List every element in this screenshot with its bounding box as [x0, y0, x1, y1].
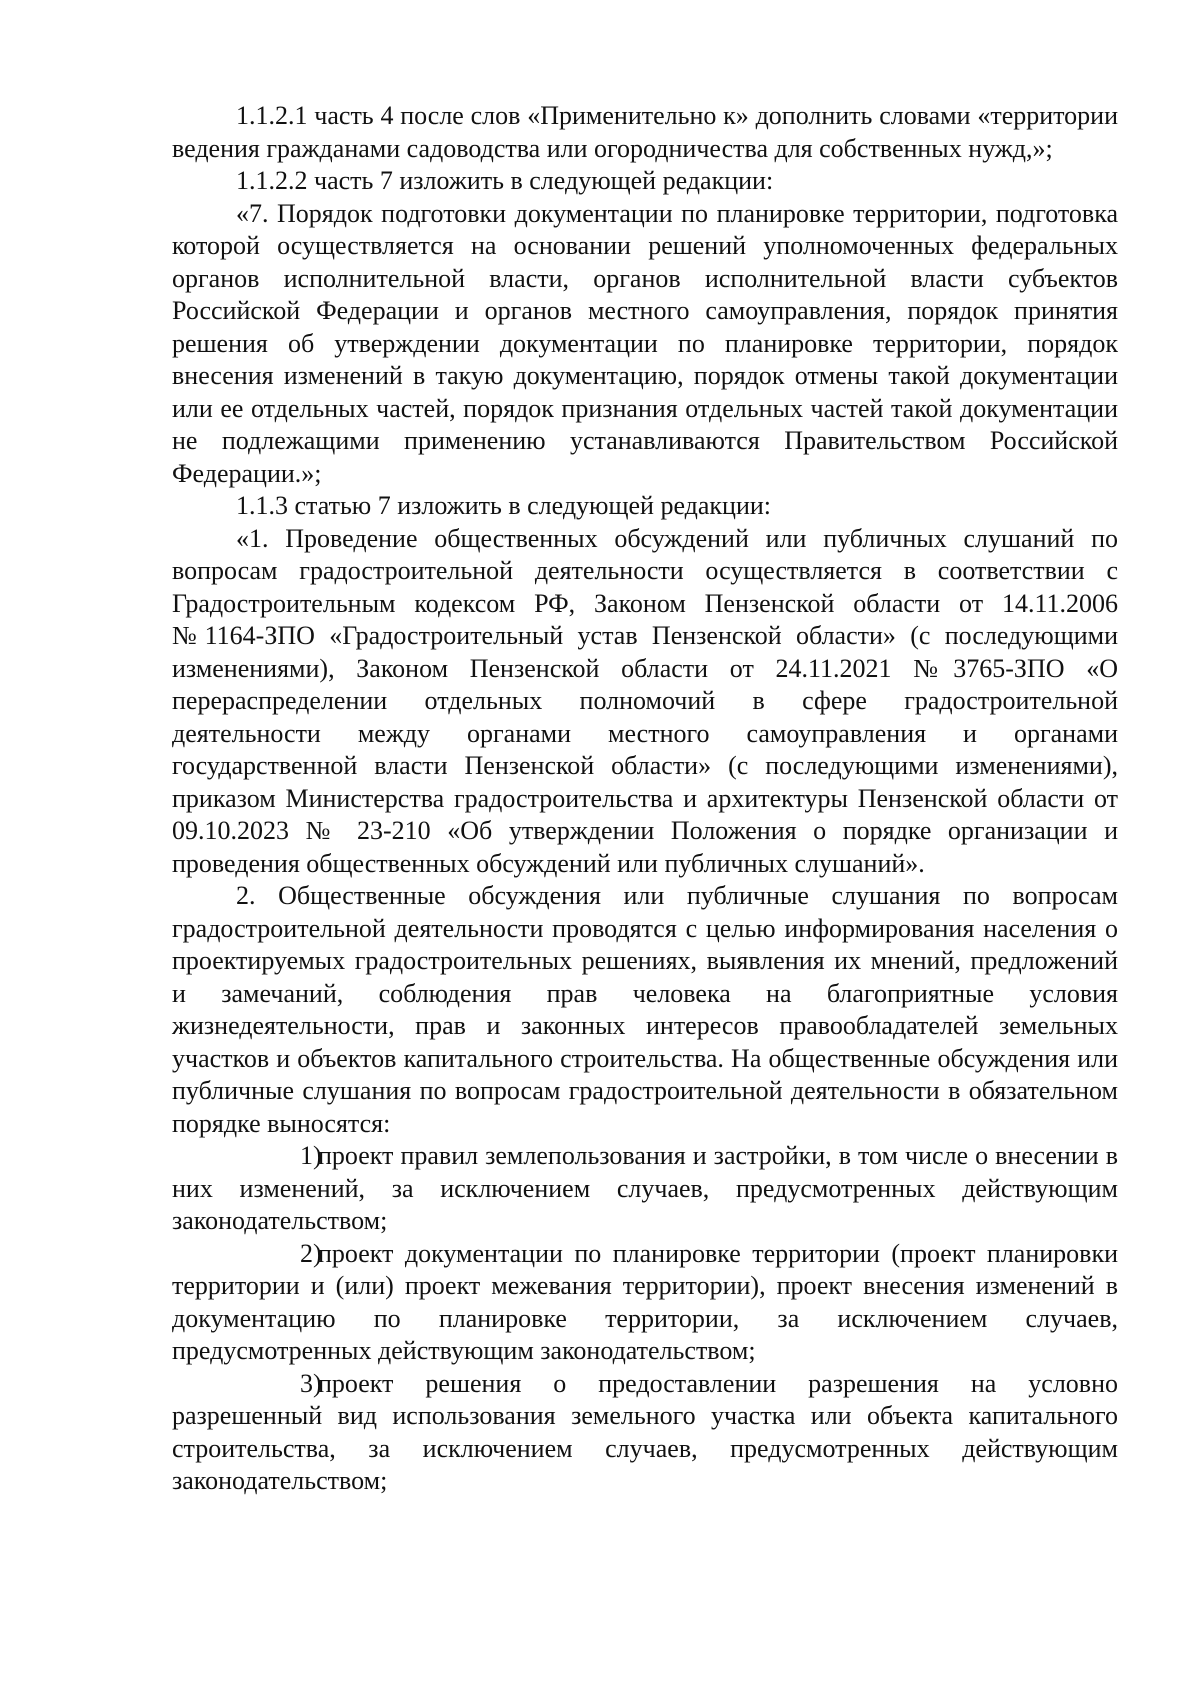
list-item-3 [172, 1368, 1118, 1498]
paragraph-article-7-part-1: «1. Проведение общественных обсуждений или публичных слушаний по вопросам градостроительной деятельности осуществляется в соответствии с Градостроительным кодексом РФ, Законом Пензенской области от 14.11.2006 №1164-ЗПО «Градостроительный устав Пензенской области» (с последующими изменениями), Законом Пензенской области от 24.11.2021 №3765-ЗПО «О перераспределении отдельных полномочий в сфере градостроительной деятельности между органами местного самоуправления и органами государственной власти Пензенской области» (с последующими изменениями), приказом Министерства градостроительства и архитектуры Пензенской области от 09.10.2023 № 23-210 «Об утверждении Положения о порядке организации и проведения общественных обсуждений или публичных слушаний». [172, 523, 1118, 878]
paragraph-1-1-3: 1.1.3 статью 7 изложить в следующей редакции: [236, 491, 772, 520]
list-item-number: 2) [300, 1238, 322, 1268]
list-item-number: 1) [300, 1141, 322, 1170]
paragraph-1-1-2-1: 1.1.2.1 часть 4 после слов «Применительно к» дополнить словами «территории ведения гражданами садоводства или огородничества для собственных нужд,»; [172, 101, 1118, 163]
list-item-text: проект решения о предоставлении разрешения на условно разрешенный вид использования земельного участка или объекта капитального строительства, за исключением случаев, предусмотренных действующим законодательством; [172, 1368, 1118, 1495]
list-item-text: проект правил землепользования и застройки, в том числе о внесении в них изменений, за исключением случаев, предусмотренных действующим законодательством; [172, 1141, 1118, 1235]
paragraph-part-7-text: «7. Порядок подготовки документации по планировке территории, подготовка которой осуществляется на основании решений уполномоченных федеральных органов исполнительной власти, органов исполнительной власти субъектов Российской Федерации и органов местного самоуправления, порядок принятия решения об утверждении документации по планировке территории, порядок внесения изменений в такую документацию, порядок отмены такой документации или ее отдельных частей, порядок признания отдельных частей такой документации не подлежащими применению устанавливаются Правительством Российской Федерации.»; [172, 198, 1118, 488]
list-item-1 [172, 1140, 1118, 1238]
list-item-number: 3) [300, 1368, 322, 1398]
document-page [172, 100, 1118, 1498]
paragraph-article-7-part-2: 2. Общественные обсуждения или публичные слушания по вопросам градостроительной деятельности проводятся с целью информирования населения о проектируемых градостроительных решениях, выявления их мнений, предложений и замечаний, соблюдения прав человека на благоприятные условия жизнедеятельности, прав и законных интересов правообладателей земельных участков и объектов капитального строительства. На общественные обсуждения или публичные слушания по вопросам градостроительной деятельности в обязательном порядке выносятся: [172, 881, 1118, 1138]
list-item-text: проект документации по планировке территории (проект планировки территории и (или) проект межевания территории), проект внесения изменений в документацию по планировке территории, за исключением случаев, предусмотренных действующим законодательством; [172, 1238, 1118, 1365]
list-item-2 [172, 1238, 1118, 1368]
paragraph-1-1-2-2: 1.1.2.2 часть 7 изложить в следующей редакции: [236, 166, 774, 195]
